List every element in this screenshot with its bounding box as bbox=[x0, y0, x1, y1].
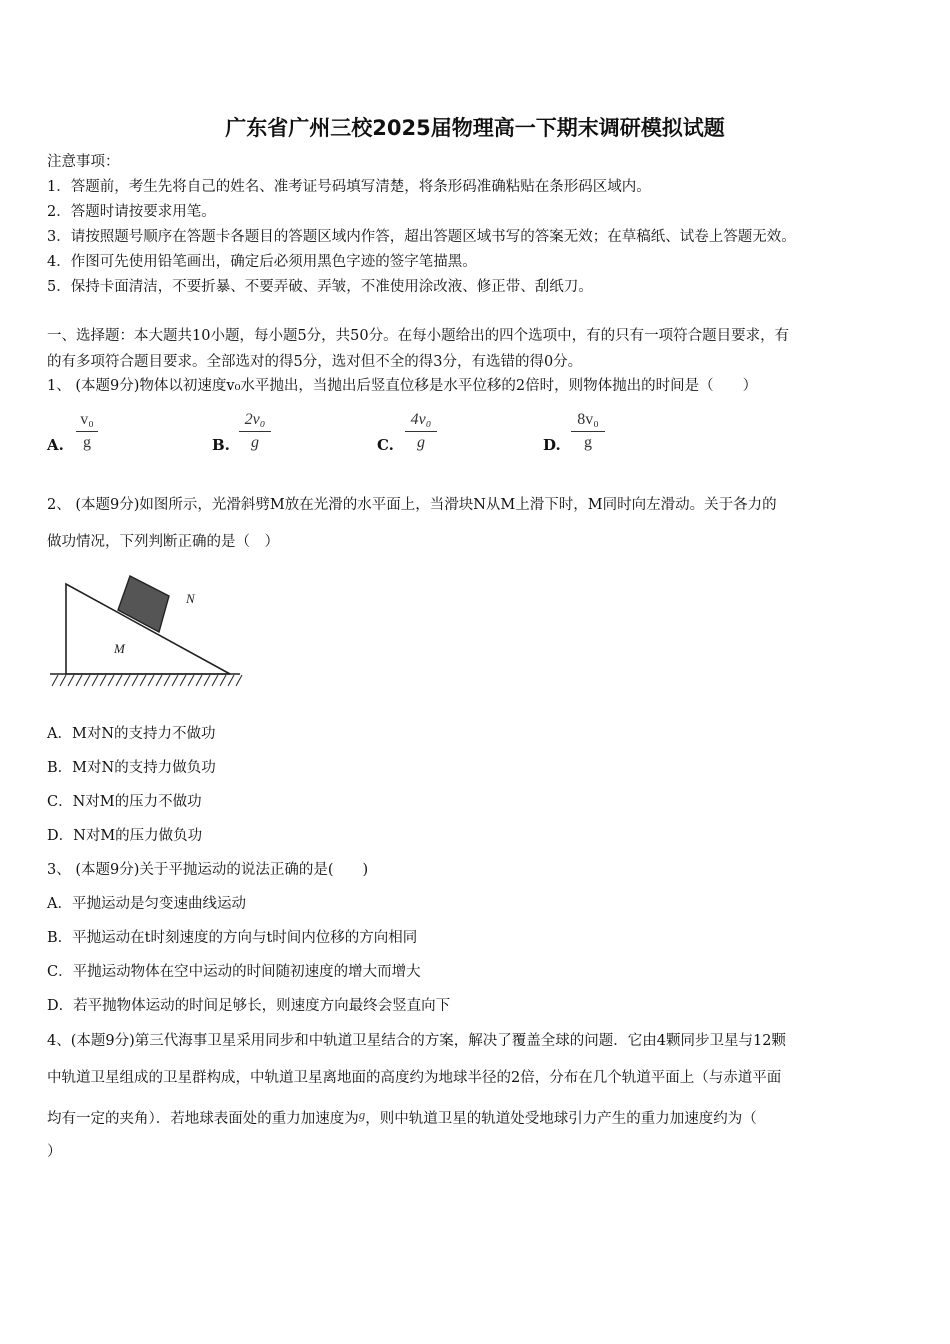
section-intro-line: 一、选择题：本大题共10小题，每小题5分，共50分。在每小题给出的四个选项中，有的只有一项符合题目要求，有 bbox=[47, 328, 790, 344]
notice-item: 1．答题前，考生先将自己的姓名、准考证号码填写清楚，将条形码准确粘贴在条形码区域内。 bbox=[47, 179, 651, 195]
fraction-denominator: g bbox=[584, 434, 592, 451]
q2-option: C．N对M的压力不做功 bbox=[47, 794, 202, 810]
question-3-stem: 3、 (本题9分)关于平抛运动的说法正确的是( ) bbox=[47, 862, 369, 878]
notice-item: 4．作图可先使用铅笔画出，确定后必须用黑色字迹的签字笔描黑。 bbox=[47, 254, 477, 270]
wedge-figure bbox=[44, 570, 244, 690]
question-4-stem: 中轨道卫星组成的卫星群构成，中轨道卫星离地面的高度约为地球半径的2倍，分布在几个轨道平面上（与赤道平面 bbox=[47, 1070, 782, 1086]
fraction-denominator: g bbox=[83, 434, 91, 451]
q4-line3-part2: ，则中轨道卫星的轨道处受地球引力产生的重力加速度约为（ bbox=[365, 1111, 757, 1127]
fraction-numerator: 2v₀ bbox=[244, 411, 266, 428]
q1-option-b-label: B. bbox=[212, 436, 230, 454]
q3-option: B．平抛运动在t时刻速度的方向与t时间内位移的方向相同 bbox=[47, 930, 418, 946]
q1-option-d-label: D. bbox=[543, 436, 561, 454]
page-title: 广东省广州三校2025届物理高一下期末调研模拟试题 bbox=[225, 116, 725, 140]
notice-item: 3．请按照题号顺序在答题卡各题目的答题区域内作答，超出答题区域书写的答案无效；在草稿纸、试卷上答题无效。 bbox=[47, 229, 796, 245]
q3-option: A．平抛运动是匀变速曲线运动 bbox=[47, 896, 246, 912]
label-m: M bbox=[114, 641, 125, 656]
notice-heading: 注意事项： bbox=[47, 154, 120, 170]
q2-option: A．M对N的支持力不做功 bbox=[47, 726, 216, 742]
gravity-symbol: g bbox=[358, 1107, 366, 1122]
notice-item: 2．答题时请按要求用笔。 bbox=[47, 204, 216, 220]
question-4-stem: ） bbox=[47, 1144, 62, 1160]
q1-option-b-fraction bbox=[239, 411, 271, 452]
fraction-numerator: v₀ bbox=[80, 411, 94, 428]
q1-option-c-label: C. bbox=[377, 436, 394, 454]
q3-option: C．平抛运动物体在空中运动的时间随初速度的增大而增大 bbox=[47, 964, 421, 980]
fraction-denominator: g bbox=[417, 434, 425, 451]
notice-item: 5．保持卡面清洁，不要折暴、不要弄破、弄皱，不准使用涂改液、修正带、刮纸刀。 bbox=[47, 279, 593, 295]
question-2-stem: 做功情况，下列判断正确的是（ ） bbox=[47, 534, 279, 550]
ground-hatching bbox=[52, 675, 242, 686]
q3-option: D．若平抛物体运动的时间足够长，则速度方向最终会竖直向下 bbox=[47, 998, 451, 1014]
q2-option: B．M对N的支持力做负功 bbox=[47, 760, 216, 776]
question-4-stem bbox=[47, 1105, 757, 1129]
q1-option-d-fraction bbox=[571, 411, 605, 452]
q1-option-a-fraction bbox=[76, 411, 98, 452]
q4-line3-part1: 均有一定的夹角）．若地球表面处的重力加速度为 bbox=[47, 1111, 359, 1127]
fraction-numerator: 8v₀ bbox=[577, 411, 599, 428]
section-intro-line: 的有多项符合题目要求。全部选对的得5分，选对但不全的得3分，有选错的得0分。 bbox=[47, 354, 583, 370]
label-n: N bbox=[186, 591, 195, 606]
fraction-numerator: 4v₀ bbox=[410, 411, 432, 428]
question-4-stem: 4、(本题9分)第三代海事卫星采用同步和中轨道卫星结合的方案，解决了覆盖全球的问题．它由4颗同步卫星与12颗 bbox=[47, 1033, 786, 1049]
q2-option: D．N对M的压力做负功 bbox=[47, 828, 203, 844]
fraction-denominator: g bbox=[251, 434, 259, 451]
question-2-stem: 2、 (本题9分)如图所示，光滑斜劈M放在光滑的水平面上，当滑块N从M上滑下时，M同时向左滑动。关于各力的 bbox=[47, 497, 777, 513]
q1-option-a-label: A. bbox=[47, 436, 64, 454]
q1-option-c-fraction bbox=[405, 411, 437, 452]
question-1-stem: 1、 (本题9分)物体以初速度v₀水平抛出，当抛出后竖直位移是水平位移的2倍时，则物体抛出的时间是（ ） bbox=[47, 378, 758, 394]
